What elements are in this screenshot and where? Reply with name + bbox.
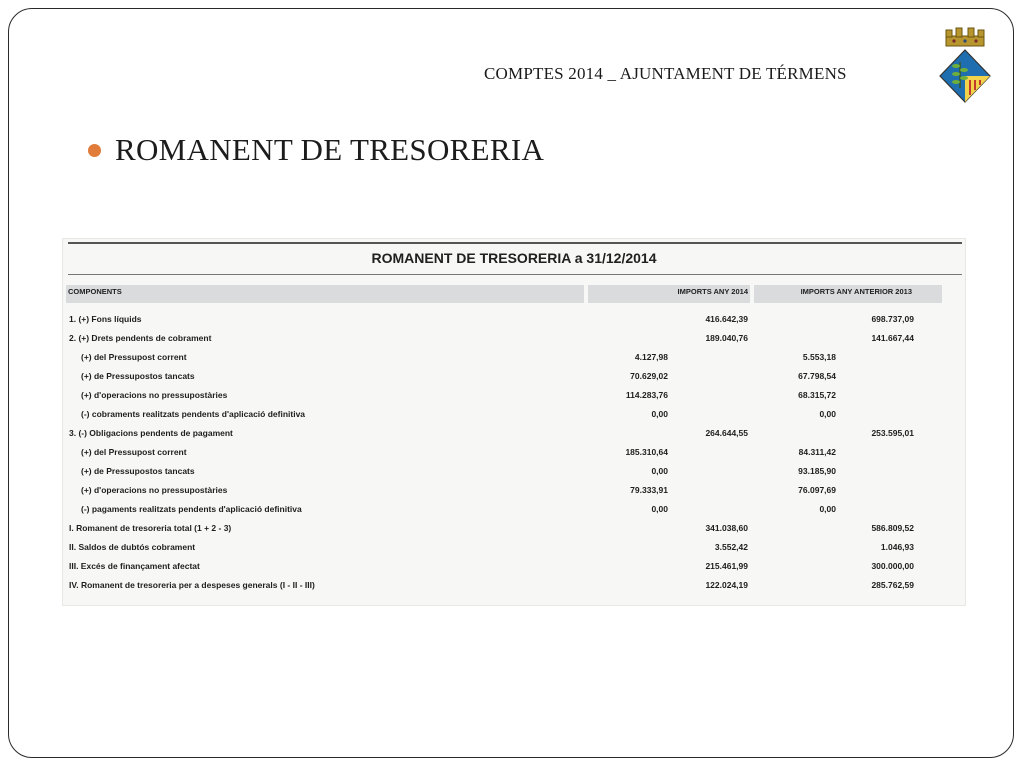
row-value-v2: 122.024,19: [705, 580, 748, 590]
document-title-rule: [68, 274, 962, 275]
row-value-v4: 141.667,44: [871, 333, 914, 343]
table-row: [62, 519, 966, 538]
slide-header-title: COMPTES 2014 _ AJUNTAMENT DE TÉRMENS: [484, 64, 847, 83]
scanned-document: [62, 238, 966, 606]
row-label: 3. (-) Obligacions pendents de pagament: [69, 428, 233, 438]
row-value-v2: 264.644,55: [705, 428, 748, 438]
row-value-v2: 3.552,42: [714, 542, 748, 552]
table-row: [62, 576, 966, 595]
row-label: III. Excés de finançament afectat: [69, 561, 200, 571]
table-row: [62, 557, 966, 576]
row-label: I. Romanent de tresoreria total (1 + 2 - 3): [69, 523, 232, 533]
row-value-v1: 0,00: [651, 409, 668, 419]
document-title: ROMANENT DE TRESORERIA a 31/12/2014: [371, 250, 657, 266]
row-label: (+) de Pressupostos tancats: [81, 466, 195, 476]
column-header-components: COMPONENTS: [66, 285, 584, 303]
row-value-v3: 84.311,42: [798, 447, 836, 457]
row-value-v3: 0,00: [819, 504, 836, 514]
bullet-point: [88, 132, 544, 168]
row-value-v2: 416.642,39: [705, 314, 748, 324]
row-value-v4: 285.762,59: [871, 580, 914, 590]
row-label: (+) del Pressupost corrent: [81, 447, 187, 457]
row-value-v4: 586.809,52: [871, 523, 914, 533]
row-value-v4: 698.737,09: [871, 314, 914, 324]
table-row: [62, 386, 966, 405]
row-label: (+) d'operacions no pressupostàries: [81, 390, 228, 400]
column-header-previous-year: IMPORTS ANY ANTERIOR 2013: [754, 285, 942, 303]
row-label: (-) pagaments realitzats pendents d'aplicació definitiva: [81, 504, 302, 514]
row-value-v1: 79.333,91: [630, 485, 668, 495]
row-label: (-) cobraments realitzats pendents d'aplicació definitiva: [81, 409, 306, 419]
table-row: [62, 424, 966, 443]
row-value-v3: 67.798,54: [798, 371, 836, 381]
table-row: [62, 538, 966, 557]
column-header-current-year: IMPORTS ANY 2014: [588, 285, 750, 303]
row-value-v3: 68.315,72: [798, 390, 836, 400]
table-row: [62, 310, 966, 329]
row-label: 1. (+) Fons líquids: [69, 314, 142, 324]
row-value-v1: 114.283,76: [625, 390, 668, 400]
document-top-rule: [68, 242, 962, 244]
table-row: [62, 443, 966, 462]
row-value-v4: 253.595,01: [871, 428, 914, 438]
row-value-v3: 93.185,90: [798, 466, 836, 476]
row-value-v3: 0,00: [819, 409, 836, 419]
row-value-v4: 1.046,93: [880, 542, 914, 552]
table-row: [62, 329, 966, 348]
row-value-v1: 4.127,98: [634, 352, 668, 362]
bullet-dot-icon: [88, 144, 101, 157]
row-value-v1: 70.629,02: [630, 371, 668, 381]
row-label: (+) d'operacions no pressupostàries: [81, 485, 228, 495]
row-value-v3: 76.097,69: [798, 485, 836, 495]
row-value-v4: 300.000,00: [871, 561, 914, 571]
table-row: [62, 367, 966, 386]
row-value-v2: 215.461,99: [705, 561, 748, 571]
table-row: [62, 348, 966, 367]
row-value-v2: 341.038,60: [705, 523, 748, 533]
table-row: [62, 481, 966, 500]
municipal-coat-of-arms-icon: [934, 22, 996, 106]
table-row: [62, 405, 966, 424]
row-label: IV. Romanent de tresoreria per a despeses generals (I - II - III): [69, 580, 315, 590]
row-value-v2: 189.040,76: [705, 333, 748, 343]
row-label: 2. (+) Drets pendents de cobrament: [69, 333, 212, 343]
row-value-v1: 0,00: [651, 466, 668, 476]
row-value-v1: 0,00: [651, 504, 668, 514]
bullet-text: ROMANENT DE TRESORERIA: [115, 132, 545, 167]
row-label: (+) del Pressupost corrent: [81, 352, 187, 362]
table-row: [62, 500, 966, 519]
row-value-v3: 5.553,18: [802, 352, 836, 362]
row-label: (+) de Pressupostos tancats: [81, 371, 195, 381]
table-row: [62, 462, 966, 481]
row-value-v1: 185.310,64: [625, 447, 668, 457]
row-label: II. Saldos de dubtós cobrament: [69, 542, 196, 552]
